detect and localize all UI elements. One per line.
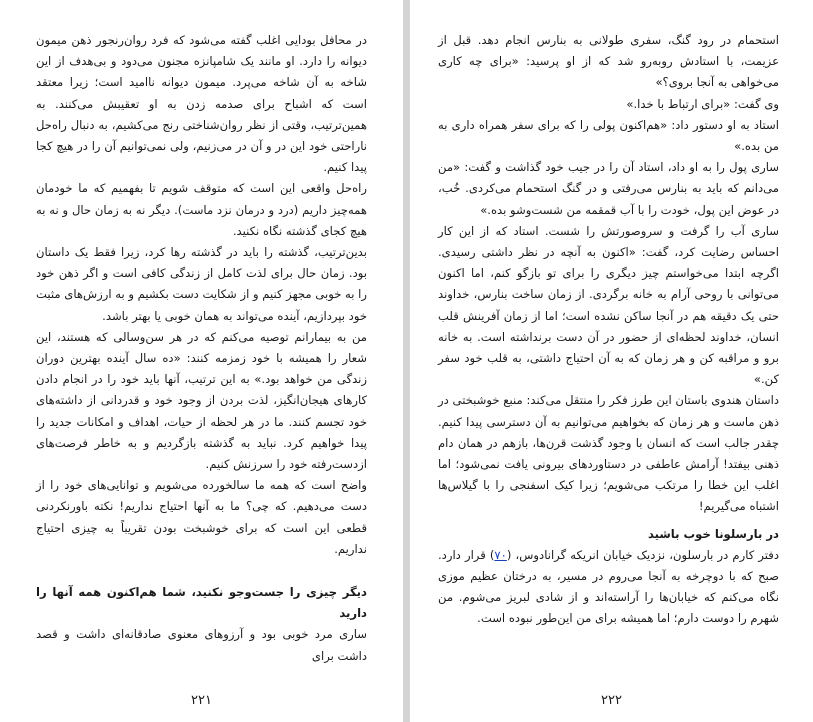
section-heading: در بارسلونا خوب باشید [647, 526, 779, 541]
paragraph: وی گفت: «برای ارتباط با خدا.» [626, 96, 779, 111]
paragraph: راه‌حل واقعی این است که متوقف شویم تا بفهمیم که ما خودمان همه‌چیز داریم (درد و درمان نزد ماست). دیگر نه به زمان حال و نه به هیچ کجای گذشته نگاه نکنید. [36, 181, 367, 238]
paragraph: در محافل بودایی اغلب گفته می‌شود که فرد روان‌رنجور ذهن میمون دیوانه را دارد. او مانند یک شامپانزه مجنون می‌دود و بی‌هدف از این شاخه به آن شاخه می‌پرد. میمون دیوانه ناامید است؛ زیرا معتقد است که اشباح برای صدمه زدن به او تعقیبش می‌کنند. به همین‌ترتیب، وقتی از نظر روان‌شناختی رنج می‌کشیم، به دنبال راه‌حل ناراحتی خود این در و آن در می‌زنیم، ولی نمی‌توانیم آن را در هیچ کجا پیدا کنیم. [36, 33, 367, 175]
paragraph: ساری پول را به او داد، استاد آن را در جیب خود گذاشت و گفت: «من می‌دانم که باید به بنارس می‌رفتی و در گنگ استحمام می‌کردی. خُب، در عوض این پول، خودت را با آب قمقمه من شست‌وشو بده.» [438, 160, 779, 217]
paragraph-text: دفتر کارم در بارسلون، نزدیک خیابان انریکه گرانادوس، ( [506, 547, 779, 562]
page-number: ۲۲۱ [191, 693, 212, 708]
section-heading: دیگر چیزی را جست‌وجو نکنید، شما هم‌اکنون همه آنها را دارید [36, 585, 367, 621]
footnote-link[interactable]: ۷۰ [494, 547, 507, 562]
paragraph: استحمام در رود گنگ، سفری طولانی به بنارس انجام دهد. قبل از عزیمت، با استادش روبه‌رو شد که از او پرسید: «برای چه کاری می‌خواهی به آنجا بروی؟» [438, 33, 779, 90]
paragraph-text: ) قرار دارد. صبح که با دوچرخه به آنجا می‌روم در مسیر، به درختان عظیم موزی نگاه می‌کنم که خیابان‌ها را آراسته‌اند و از شادی لبریز می‌شوم. من شهرم را دوست دارم؛ اما همیشه برای من این‌طور نبوده است. [438, 547, 779, 626]
paragraph: داستان هندوی باستان این طرز فکر را منتقل می‌کند: منبع خوشبختی در ذهن ماست و هر زمان که بخواهیم می‌توانیم به آن دسترسی پیدا کنیم. چقدر جالب است که انسان با وجود گذشت قرن‌ها، بازهم در همان دام ذهنی بیفتد! آرامش عاطفی در دستاوردهای بیرونی یافت نمی‌شود؛ اما اغلب این خطا را مرتکب می‌شویم؛ زیرا کیک اسفنجی را با گیلاس‌ها اشتباه می‌گیریم! [438, 393, 779, 514]
left-page-text [36, 30, 367, 667]
right-page [410, 0, 813, 722]
paragraph: ساری مرد خوبی بود و آرزوهای معنوی صادقانه‌ای داشت و قصد داشت برای [36, 627, 367, 663]
paragraph: ساری آب را گرفت و سروصورتش را شست. استاد که از این کار احساس رضایت کرد، گفت: «اکنون به آنچه در نظر داشتی رسیدی. اگرچه ابتدا می‌خواستم چیز دیگری را برای تو بازگو کنم، اما اکنون می‌توانی با روحی آرام به خانه برگردی. از زمان ساخت بنارس، خداوند حتی یک دقیقه هم در آنجا ساکن نشده است؛ اما از زمان آفرینش قلب انسان، خداوند لحظه‌ای از حضور در آن دست برنداشته است. به خانه برو و مراقبه کن و هر زمان که به آن احتیاج داشتی، به قلب خود سفر کن.» [438, 223, 779, 387]
paragraph: واضح است که همه ما سالخورده می‌شویم و توانایی‌های خود را از دست می‌دهیم. که چی؟ ما به آنها احتیاج نداریم! نکته باورنکردنی قطعی این است که برای خوشبخت بودن تقریباً به چیزی احتیاج نداریم. [36, 478, 367, 556]
paragraph: من به بیمارانم توصیه می‌کنم که در هر سن‌وسالی که هستند، این شعار را همیشه با خود زمزمه کنند: «ده سال آینده بهترین دوران زندگی من خواهد بود.» به این ترتیب، آنها باید خود را در انجام دادن کارهای هیجان‌انگیز، لذت بردن از وجود خود و قدردانی از داشته‌های خود تجسم کنند. ما در هر لحظه از حیات، اهداف و امکانات جدید را پیدا خواهیم کرد. نباید به گذشته بازگردیم و به خاطر فرصت‌های ازدست‌رفته خود را سرزنش کنیم. [36, 329, 367, 472]
right-page-text [438, 30, 779, 630]
page-number: ۲۲۲ [601, 693, 622, 708]
left-page [0, 0, 403, 722]
paragraph: استاد به او دستور داد: «هم‌اکنون پولی را که برای سفر همراه داری به من بده.» [438, 117, 779, 154]
paragraph: بدین‌ترتیب، گذشته را باید در گذشته رها کرد، زیرا فقط یک داستان بود. زمان حال برای لذت کامل از زندگی کافی است و اگر ذهن خود را به خوبی مجهز کنیم و از شکایت دست بکشیم و به ارزش‌های مثبت خود بپردازیم، آینده می‌تواند به همان خوبی یا بهتر باشد. [36, 245, 367, 323]
paragraph [438, 545, 779, 630]
